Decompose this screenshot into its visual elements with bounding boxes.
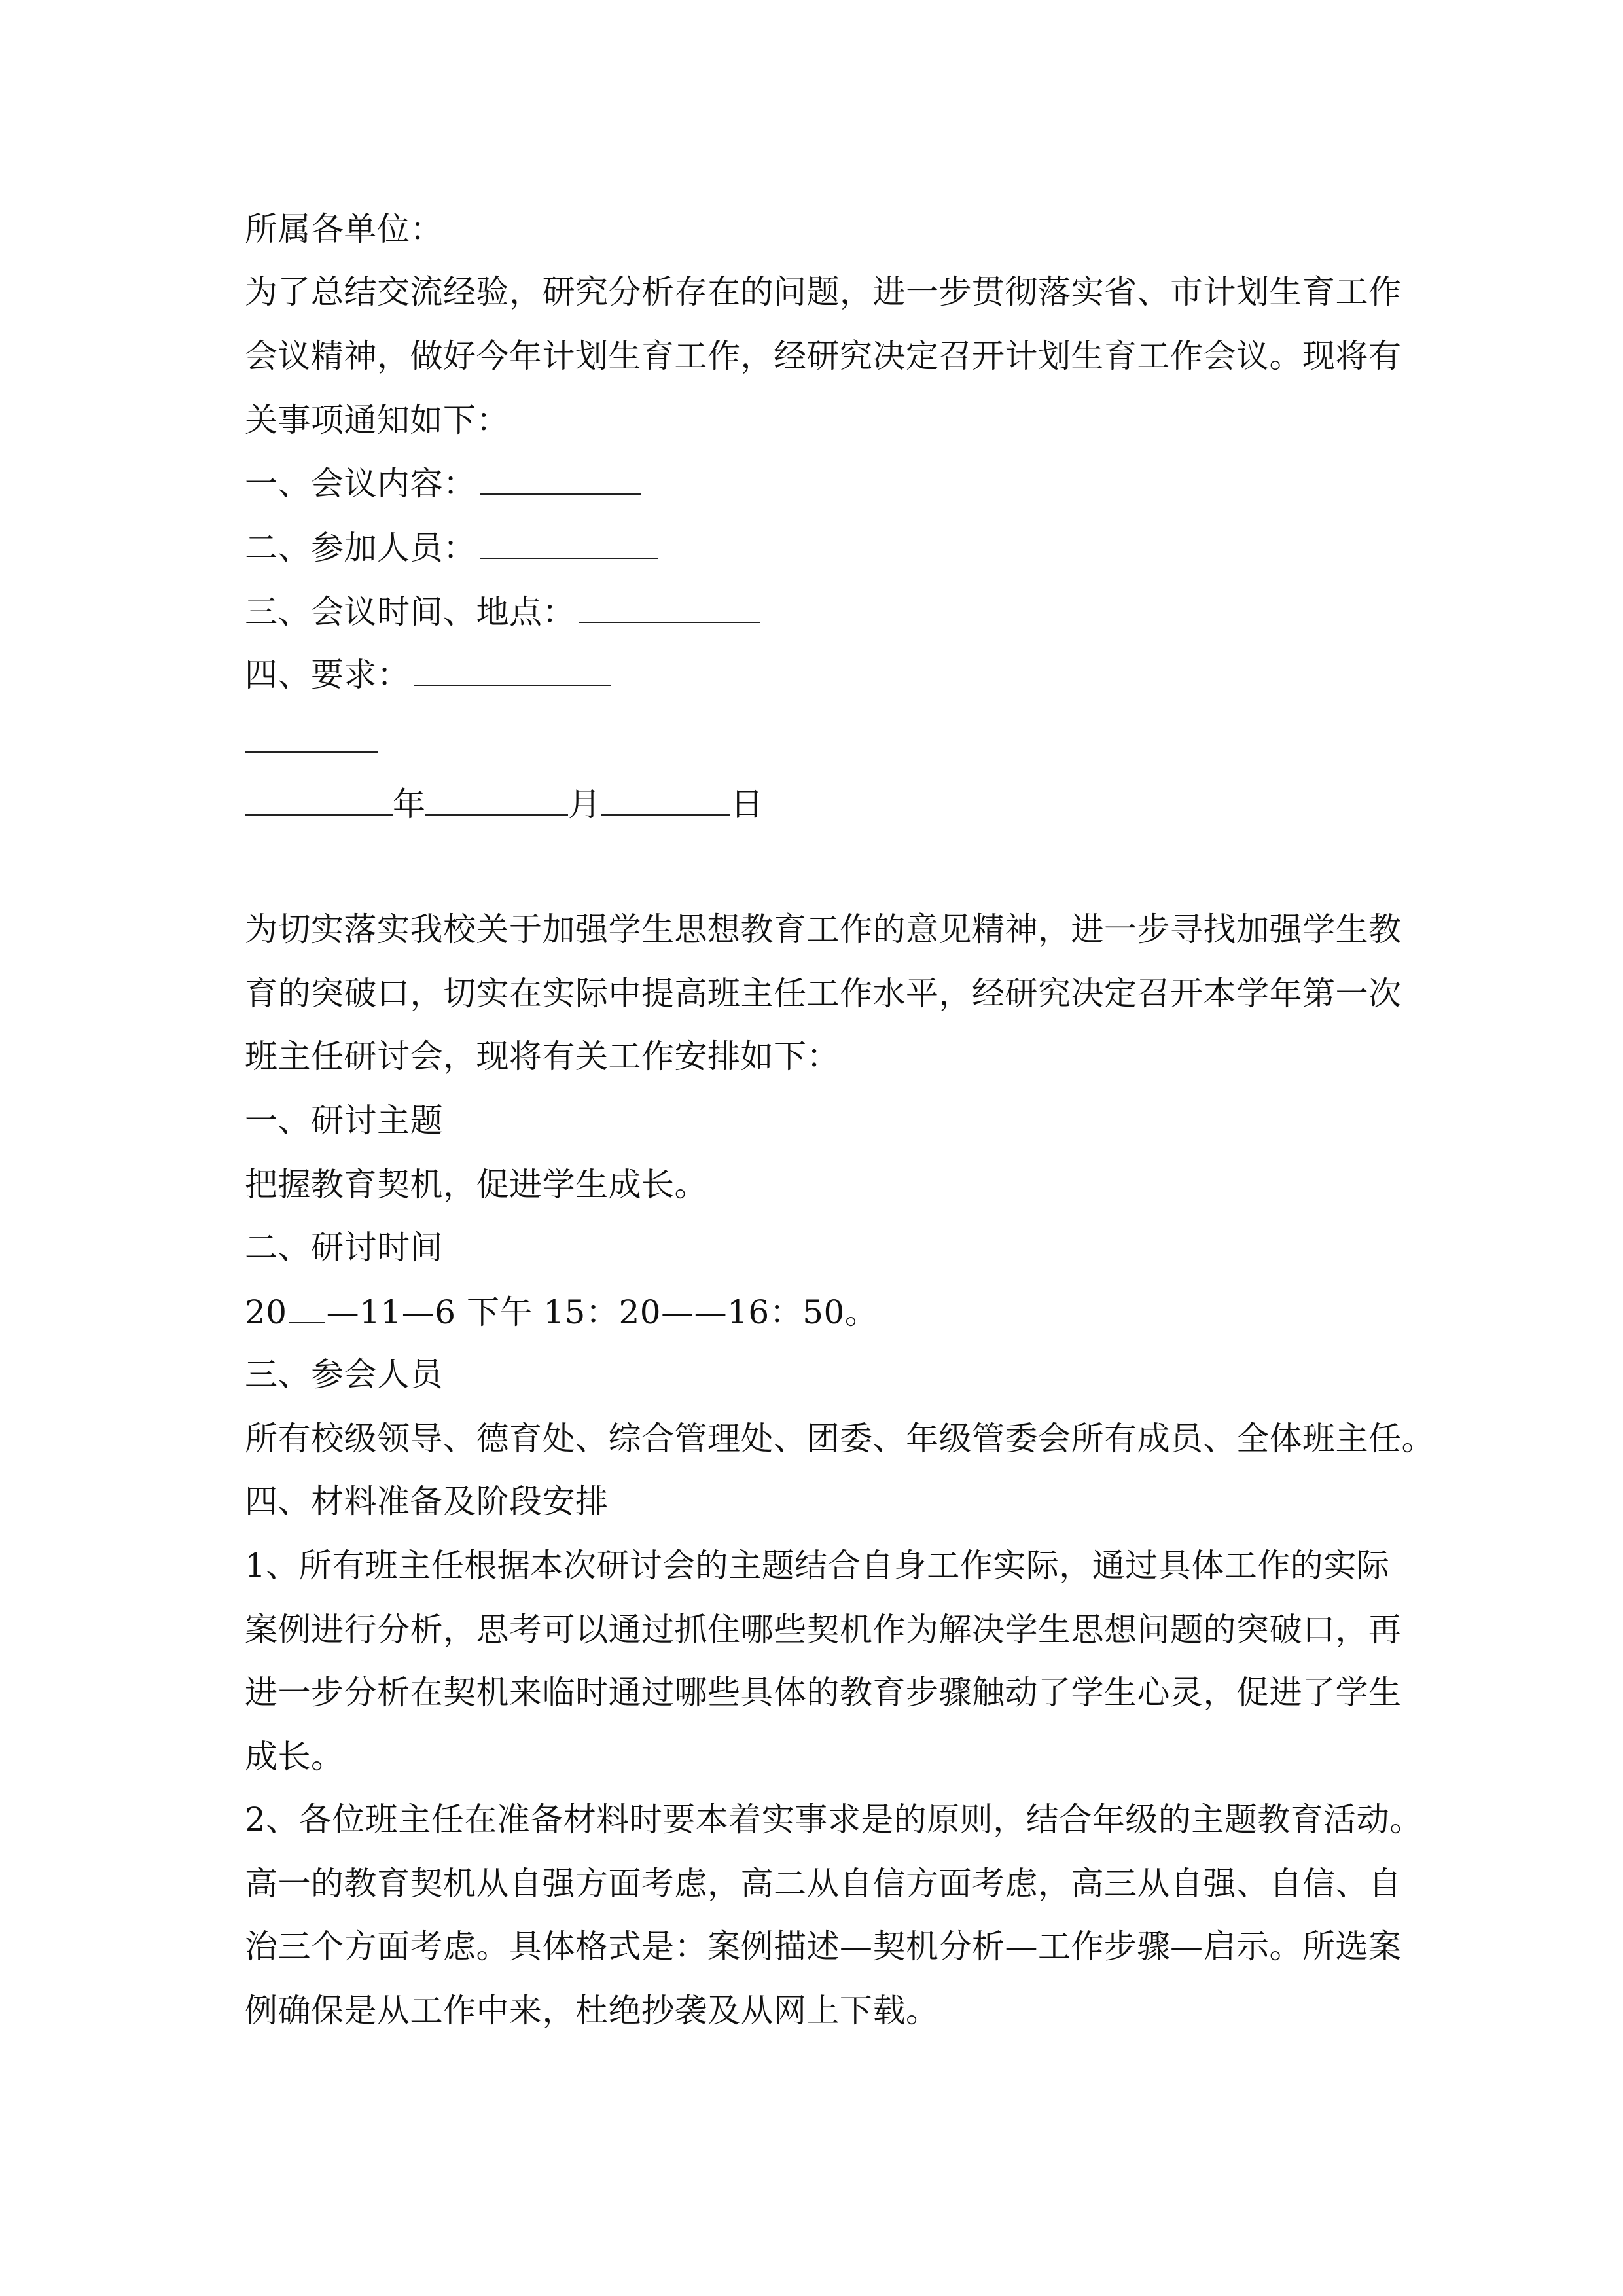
greeting: 所属各单位： (245, 210, 443, 248)
day-blank (601, 783, 730, 816)
day-label: 日 (730, 785, 763, 823)
item-time-place-label: 三、会议时间、地点： (245, 593, 575, 631)
section4-p1-line-2: 案例进行分析，思考可以通过抓住哪些契机作为解决学生思想问题的突破口，再 (245, 1611, 1402, 1649)
section4-p1-line-1: 1、所有班主任根据本次研讨会的主题结合自身工作实际，通过具体工作的实际 (245, 1547, 1390, 1585)
section2-body-prefix: 20 (245, 1293, 287, 1331)
notice1-para-line-2: 会议精神，做好今年计划生育工作，经研究决定召开计划生育工作会议。现将有 (245, 337, 1402, 375)
signature-blank (245, 751, 378, 753)
requirements-blank (414, 655, 611, 686)
section4-p2-line-1: 2、各位班主任在准备材料时要本着实事求是的原则，结合年级的主题教育活动。 (245, 1801, 1423, 1839)
notice2-para-line-1: 为切实落实我校关于加强学生思想教育工作的意见精神，进一步寻找加强学生教 (245, 910, 1402, 948)
item-meeting-content-label: 一、会议内容： (245, 465, 476, 503)
section3-body: 所有校级领导、德育处、综合管理处、团委、年级管委会所有成员、全体班主任。 (245, 1420, 1435, 1458)
notice1-para-line-3: 关事项通知如下： (245, 401, 509, 439)
section1-body: 把握教育契机，促进学生成长。 (245, 1166, 707, 1204)
item-requirements-label: 四、要求： (245, 656, 410, 694)
notice1-para-line-1: 为了总结交流经验，研究分析存在的问题，进一步贯彻落实省、市计划生育工作 (245, 273, 1402, 311)
notice2-para-line-3: 班主任研讨会，现将有关工作安排如下： (245, 1037, 840, 1075)
item-time-place (245, 592, 760, 632)
section4-p2-line-4: 例确保是从工作中来，杜绝抄袭及从网上下载。 (245, 1992, 939, 2030)
year-digits-blank (289, 1292, 325, 1323)
month-label: 月 (568, 785, 601, 823)
month-blank (425, 783, 568, 816)
participants-blank (480, 528, 658, 559)
section4-p2-line-2: 高一的教育契机从自强方面考虑，高二从自信方面考虑，高三从自强、自信、自 (245, 1865, 1402, 1903)
section4-p2-line-3: 治三个方面考虑。具体格式是：案例描述—契机分析—工作步骤—启示。所选案 (245, 1928, 1402, 1965)
section4-title: 四、材料准备及阶段安排 (245, 1482, 609, 1520)
item-meeting-content (245, 463, 641, 503)
date-line (245, 783, 763, 824)
section4-p1-line-4: 成长。 (245, 1738, 344, 1776)
notice2-para-line-2: 育的突破口，切实在实际中提高班主任工作水平，经研究决定召开本学年第一次 (245, 975, 1402, 1013)
item-requirements (245, 655, 611, 694)
time-place-blank (579, 592, 760, 623)
section1-title: 一、研讨主题 (245, 1102, 443, 1139)
year-blank (245, 783, 393, 816)
year-label: 年 (393, 785, 425, 823)
section2-title: 二、研讨时间 (245, 1229, 443, 1266)
item-participants-label: 二、参加人员： (245, 529, 476, 567)
section4-p1-line-3: 进一步分析在契机来临时通过哪些具体的教育步骤触动了学生心灵，促进了学生 (245, 1674, 1402, 1712)
item-participants (245, 528, 658, 567)
section2-body (245, 1292, 878, 1332)
meeting-content-blank (480, 463, 641, 495)
section3-title: 三、参会人员 (245, 1355, 443, 1393)
section2-body-suffix: —11—6 下午 15：20——16：50。 (326, 1293, 878, 1331)
